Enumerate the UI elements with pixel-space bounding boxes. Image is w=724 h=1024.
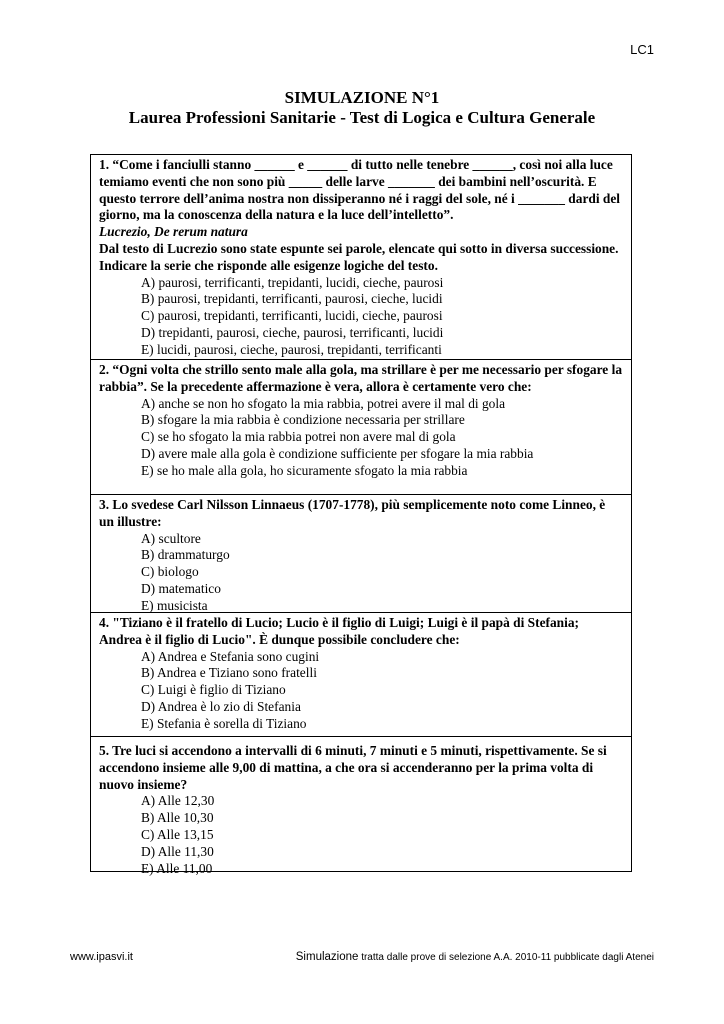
- footer-site-link[interactable]: www.ipasvi.it: [70, 951, 133, 963]
- answer-option: E) Alle 11,00: [141, 860, 213, 876]
- question-1-text: 1. “Come i fanciulli stanno ______ e ______ di tutto nelle tenebre ______, così noi alla luce temiamo eventi che non sono più _____ delle larve _______ dei bambini nell’oscurità. E questo terrore dell’anima nostra non dissiperanno né i raggi del sole, né i _______ dardi del giorno, ma la conoscenza della natura e la luce dell’intelletto”.: [99, 157, 621, 223]
- answer-option: D) Andrea è lo zio di Stefania: [141, 698, 301, 714]
- question-5-text: 5. Tre luci si accendono a intervalli di 6 minuti, 7 minuti e 5 minuti, rispettivamente. Se si accendono insieme alle 9,00 di mattina, a che ora si accenderanno per la prima volta di nuovo insieme?: [99, 743, 607, 792]
- answer-option: D) matematico: [141, 580, 221, 596]
- answer-option: C) se ho sfogato la mia rabbia potrei non avere mal di gola: [141, 429, 456, 445]
- answer-option: A) anche se non ho sfogato la mia rabbia, potrei avere il mal di gola: [141, 395, 506, 411]
- answer-option: D) Alle 11,30: [141, 843, 214, 859]
- answer-option: E) lucidi, paurosi, cieche, paurosi, trepidanti, terrificanti: [141, 341, 442, 357]
- answer-option: C) biologo: [141, 564, 199, 580]
- question-3: [91, 495, 631, 613]
- footer-sim-word: Simulazione: [295, 951, 359, 963]
- page-title: [0, 88, 724, 128]
- question-3-text: 3. Lo svedese Carl Nilsson Linnaeus (1707-1778), più semplicemente noto come Linneo, è un illustre:: [99, 497, 606, 529]
- answer-option: A) scultore: [141, 530, 201, 546]
- footer-note: [296, 951, 654, 963]
- answer-option: B) paurosi, trepidanti, terrificanti, paurosi, cieche, lucidi: [141, 291, 443, 307]
- question-1: [91, 155, 631, 360]
- question-5: [91, 737, 631, 876]
- answer-option: C) Luigi è figlio di Tiziano: [141, 682, 286, 698]
- question-4: [91, 613, 631, 737]
- question-2-text: 2. “Ogni volta che strillo sento male alla gola, ma strillare è per me necessario per sfogare la rabbia”. Se la precedente affermazione è vera, allora è certamente vero che:: [99, 362, 623, 394]
- answer-option: A) paurosi, terrificanti, trepidanti, lucidi, cieche, paurosi: [141, 274, 444, 290]
- page-code: LC1: [630, 42, 654, 57]
- question-1-source: Lucrezio, De rerum natura: [99, 224, 248, 240]
- question-4-text: 4. "Tiziano è il fratello di Lucio; Lucio è il figlio di Luigi; Luigi è il papà di Stefania; Andrea è il figlio di Lucio". È dunque possibile concludere che:: [99, 615, 579, 647]
- title-line-2: Laurea Professioni Sanitarie - Test di Logica e Cultura Generale: [128, 108, 596, 127]
- title-line-1: SIMULAZIONE N°1: [284, 88, 440, 107]
- question-2: [91, 360, 631, 495]
- answer-option: D) avere male alla gola è condizione sufficiente per sfogare la mia rabbia: [141, 445, 534, 461]
- question-1-instruction: Dal testo di Lucrezio sono state espunte sei parole, elencate qui sotto in diversa successione. Indicare la serie che risponde alle esigenze logiche del testo.: [99, 240, 619, 273]
- answer-option: B) drammaturgo: [141, 547, 230, 563]
- answer-option: E) musicista: [141, 597, 208, 613]
- answer-option: A) Andrea e Stefania sono cugini: [141, 648, 320, 664]
- answer-option: D) trepidanti, paurosi, cieche, paurosi, terrificanti, lucidi: [141, 324, 444, 340]
- footer-note-text: tratta dalle prove di selezione A.A. 2010-11 pubblicate dagli Atenei: [358, 952, 654, 963]
- answer-option: E) se ho male alla gola, ho sicuramente sfogato la mia rabbia: [141, 462, 468, 478]
- answer-option: C) paurosi, trepidanti, terrificanti, lucidi, cieche, paurosi: [141, 308, 443, 324]
- answer-option: B) Andrea e Tiziano sono fratelli: [141, 665, 317, 681]
- questions-box: [90, 154, 632, 876]
- answer-option: C) Alle 13,15: [141, 826, 214, 842]
- answer-option: A) Alle 12,30: [141, 793, 215, 809]
- answer-option: B) Alle 10,30: [141, 810, 214, 826]
- answer-option: E) Stefania è sorella di Tiziano: [141, 715, 307, 731]
- answer-option: B) sfogare la mia rabbia è condizione necessaria per strillare: [141, 412, 465, 428]
